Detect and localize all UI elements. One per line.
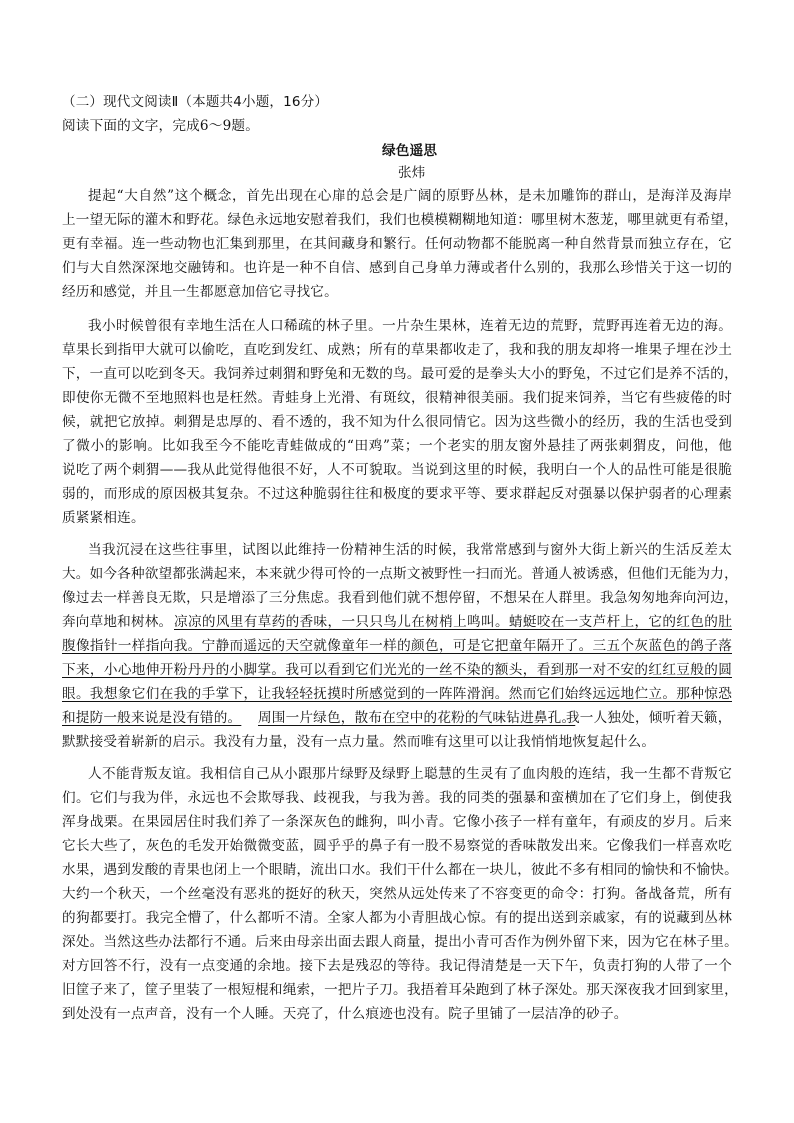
underlined-text-line: 腹像指针一样指向我。宁静而遥远的天空就像童年一样的颜色，可是它把童年隔开了。三五个灰蓝色的鸽子落: [62, 638, 732, 654]
text-line: 下，一直可以吃到冬天。我饲养过刺猬和野兔和无数的鸟。最可爱的是拳头大小的野兔，不过它们是养不活的，: [62, 366, 738, 382]
text-line: 说吃了两个刺猬——我从此觉得他很不好，人不可貌取。当说到这里的时候，我明白一个人的品性可能是很脆: [62, 462, 732, 478]
text-line: 奔向草地和树林。: [62, 614, 173, 630]
text-line: 上一望无际的灌木和野花。绿色永远地安慰着我们，我们也模模糊糊地知道：哪里树木葱茏，哪里就更有希望，: [62, 212, 738, 228]
underlined-text-line: 和提防一般来说是没有错的。: [62, 710, 242, 726]
text-line: 当我沉浸在这些往事里，试图以此维持一份精神生活的时候，我常常感到与窗外大街上新兴的生活反差太: [88, 542, 732, 558]
text-line: 旧筐子来了，筐子里装了一根短棍和绳索，一把片子刀。我捂着耳朵跑到了林子深处。那天深夜我才回到家里，: [62, 982, 738, 998]
underlined-text-line: 眼。我想象它们在我的手掌下，让我轻轻抚摸时所感觉到的一阵阵滑润。然而它们始终远远地伫立。那种惊恐: [62, 686, 732, 702]
text-line: 更有幸福。连一些动物也汇集到那里，在其间藏身和繁行。任何动物都不能脱离一种自然背景而独立存在，它: [62, 236, 732, 252]
article-title: 绿色遥思: [382, 143, 438, 159]
text-line: 浑身战栗。在果园居住时我们养了一条深灰色的雌狗，叫小青。它像小孩子一样有童年，有顽皮的岁月。后来: [62, 814, 732, 830]
text-line: 像过去一样善良无欺，只是增添了三分焦虑。我看到他们就不想停留，不想呆在人群里。我急匆匆地奔向河边，: [62, 590, 738, 606]
article-author: 张炜: [398, 165, 426, 181]
text-line: 弱的，而形成的原因极其复杂。不过这种脆弱往往和极度的要求平等、要求群起反对强暴以保护弱者的心理素: [62, 486, 732, 502]
section-heading: （二）现代文阅读Ⅱ（本题共4小题，16分）: [62, 94, 329, 110]
text-line: 大。如今各种欲望都张满起来，本来就少得可怜的一点斯文被野性一扫而光。普通人被诱惑，但他们无能为力，: [62, 566, 738, 582]
text-line: 人不能背叛友谊。我相信自己从小跟那片绿野及绿野上聪慧的生灵有了血肉般的连结，我一生都不背叛它: [88, 766, 732, 782]
text-line: 即使你无微不至地照料也是枉然。青蛙身上光滑、有斑纹，很精神很美丽。我们捉来饲养，当它有些疲倦的时: [62, 390, 732, 406]
text-line: 候，就把它放掉。刺猬是忠厚的、看不透的，我不知为什么很同情它。因为这些微小的经历，我的生活也受到: [62, 414, 732, 430]
text-line: 经历和感觉，并且一生都愿意加倍它寻找它。: [62, 284, 338, 300]
text-line: 我小时候曾很有幸地生活在人口稀疏的林子里。一片杂生果林，连着无边的荒野，荒野再连着无边的海。: [88, 318, 732, 334]
text-line: 了微小的影响。比如我至今不能吃青蛙做成的“田鸡”菜；一个老实的朋友窗外悬挂了两张刺猬皮，问他，他: [62, 438, 732, 454]
text-line: 它长大些了，灰色的毛发开始微微变蓝，圆乎乎的鼻子有一股不易察觉的香味散发出来。它像我们一样喜欢吃: [62, 838, 732, 854]
underlined-text-line: 凉凉的风里有草药的香味，一只只鸟儿在树梢上鸣叫。蜻蜓咬在一支芦杆上，它的红色的肚: [174, 614, 732, 630]
text-line: 到处没有一点声音，没有一个人睡。天亮了，什么痕迹也没有。院子里铺了一层洁净的砂子。: [62, 1006, 628, 1022]
text-line: 深处。当然这些办法都行不通。后来由母亲出面去跟人商量，提出小青可否作为例外留下来，因为它在林子里。: [62, 934, 738, 950]
underlined-text-line: 下来，小心地伸开粉丹丹的小脚掌。我可以看到它们光光的一丝不染的额头，看到那一对不安的红红豆般的圆: [62, 662, 732, 678]
text-line: 水果，遇到发酸的青果也闭上一个眼睛，流出口水。我们干什么都在一块儿，彼此不多有相同的愉快和不愉快。: [62, 862, 738, 878]
text-line: 们。它们与我为伴，永远也不会欺辱我、歧视我，与我为善。我的同类的强暴和蛮横加在了它们身上，倒使我: [62, 790, 732, 806]
text-line: 对方回答不行，没有一点变通的余地。接下去是残忍的等待。我记得清楚是一天下午，负责打狗的人带了一个: [62, 958, 732, 974]
text-line: 的狗都要打。我完全懵了，什么都听不清。全家人都为小青胆战心惊。有的提出送到亲戚家，有的说藏到丛林: [62, 910, 732, 926]
text-line: 草果长到指甲大就可以偷吃，直吃到发红、成熟；所有的草果都收走了，我和我的朋友却将一堆果子埋在沙土: [62, 342, 732, 358]
text-line: 质紧紧相连。: [62, 510, 145, 526]
text-line: 提起“大自然”这个概念，首先出现在心扉的总会是广阔的原野丛林，是未加雕饰的群山，是海洋及海岸: [88, 188, 732, 204]
reading-instruction: 阅读下面的文字，完成6～9题。: [62, 118, 260, 134]
underlined-text-line: 周围一片绿色，散布在空中的花粉的气味钻进鼻孔。: [258, 710, 576, 726]
text-line: 默默接受着崭新的启示。我没有力量，没有一点力量。然而唯有这里可以让我悄悄地恢复起什么。: [62, 734, 656, 750]
text-line: 我一人独处，倾听着天籁，: [566, 710, 732, 726]
text-line: 们与大自然深深地交融铸和。也许是一种不自信、感到自己身单力薄或者什么别的，我那么珍惜关于这一切的: [62, 260, 732, 276]
text-line: 大约一个秋天，一个丝毫没有恶兆的挺好的秋天，突然从远处传来了不容变更的命令：打狗。备战备荒，所有: [62, 886, 732, 902]
